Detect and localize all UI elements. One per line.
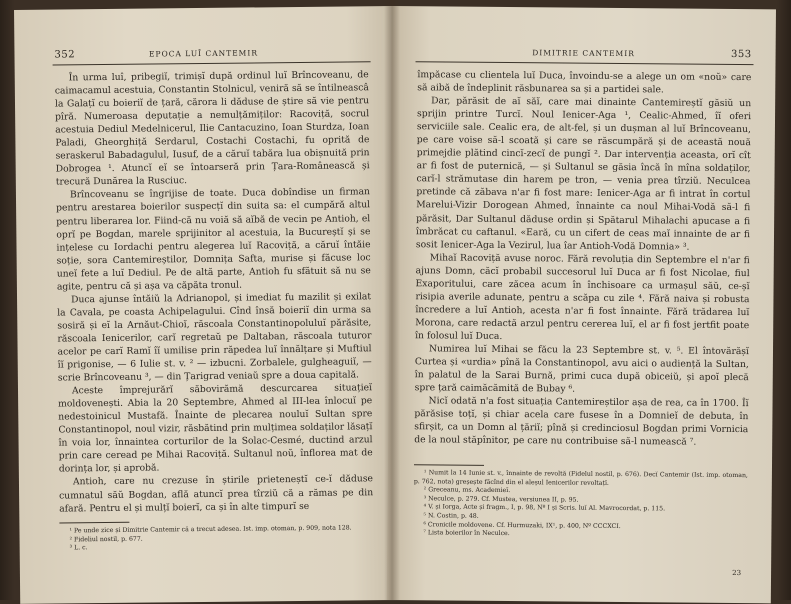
right-paragraph: Nicĭ odată n'a fost situația Cantemireștilor așa de rea, ca în 1700. Îĭ părăsise toțĭ, și chiar acela care fusese în a Domnieĭ de debuta, în sfirșit, ca un Domn al țăriĭ; pînă și credinciosul Bogdan primi Vornicia de la noul stăpînitor, pe care nu contribuise să-l numească ⁷. [414,395,749,448]
footnote: ² Greceanu, ms. Academieĭ. [423,486,511,495]
left-running-title: EPOCA LUÎ CANTEMIR [148,48,258,59]
left-paragraph: Aceste împrejurărĭ săbovirămă descurcarea situațieĭ moldovenești. Abia la 20 Septembre, Ahmed al III-lea înlocuĭ pe nedestoinicul Mustafă. Înainte de plecarea nouluĭ Sultan spre Constantinopol, noul vizir, răsbătind prin mulțimea soldaților lăsațĭ în voia lor, înnaintea corturilor de la Solac-Cesmé, ductind arzul prin care ceread pe Mihai Racoviță. Sultanul noŭ, înflorea mat de dorința lor, și aprobă. [58,382,373,475]
right-paragraph: Dar, părăsit de aĭ săĭ, care mai dinainte Cantemireștĭ găsiŭ un sprijin printre Turcĭ. Noul Ienicer-Aga ¹, Cealic-Ahmed, îĭ oferi serviciile sale. Cealic era, de alt-fel, și un dușman al luĭ Brîncoveanu, pe care voise să-l scoată și care se răscumpără și de această nouă primejdie plătind cincĭ-zecĭ de pungĭ ². Dar intervenția aceasta, orĭ cît ar fi fost de puternică, — și Sultanul se găsia încă în mîna soldaților, carĭ-l strămutase din harem pe tron, — venia prea tîrziŭ. Neculcea pretinde că zăbava n'ar fi fost mare: Ienicer-Aga ar fi intrat în cortul Marelui-Vizir Dorogean Ahmed, înnainte ca noul Mihai-Vodă să-l fi părăsit, Dar Sultanul dăduse ordin și Spătarul Mihalachi apucase a fi îmbrăcat cu caftanul. «Eară, cu un cifert de ceas maĭ innainte de ar fi sosit Ienicer-Aga la Vezirul, lua îar Antioh-Vodă Domnia» ³. [415,95,752,253]
left-page [14,6,398,604]
right-page-number: 353 [730,48,752,61]
footnote: ² Fideliul nostil, p. 677. [69,535,143,543]
footnote: ³ L. c. [69,544,88,552]
footnote: ⁵ N. Costin, p. 48. [423,512,479,520]
book-gutter [384,0,400,600]
signature-mark: 23 [732,568,742,578]
right-footnote-rule [414,464,484,466]
left-paragraph: În urma luî, pribegiĭ, trimișĭ după ordinul luĭ Brîncoveanu, de caimacamul acestuia, Constantin Stolnicul, veniră să se întilneascâ la Galațĭ cu boieriĭ de țară, cărora li dăduse de știre să vie pentru pîră. Numeroasa deputație a nemulțămițilorː Racoviță, socrul acestuia Dediul Medelnicerul, Ilie Cantacuzino, Ioan Sturdza, Ioan Paladi, Gheorghiță Serdarul, Costachi Costachi, fu oprită de seraskerul Babadagulul, Iusuf, de a căruĭ tabăra lua obișnuită prin Dobrogea ¹. Atuncĭ eĭ se întoarseră prin Țara-Românească și trecură Dunărea la Rusciuc. [54,69,370,188]
right-body-text [414,68,751,449]
footnote: ⁴ V. și Iorga, Acte și fragm., I, p. 98, Nº I și Scris. luĭ Al. Mavrocordat, p. 115. [423,503,666,513]
left-paragraph: Brîncoveanu se îngrijise de toate. Duca dobîndise un firman pentru arestarea boierilor suspecțĭ din suita sa: el cumpără altul pentru liberarea lor. Fiind-că nu voiă să aĭbă de vecin pe Antioh, el oprĭ pe Bogdan, marele sprijinitor al acestuia, la Bucureștĭ și se ințelese cu Iordachi pentru alegerea luĭ Racoviță, a căruĭ întăie soție, sora Cantemireștilor, Domnița Safta, murise și făcuse loc uneĭ fete a luĭ Dediul. Pe de altă parte, Antioh fu sfătuit să nu se agite, pentru că și așa va căpăta tronul. [56,186,371,293]
footnote: ³ Neculce, p. 279. Cf. Mustea, versiunea II, p. 95. [423,495,579,504]
left-footnotes [59,524,373,553]
right-paragraph: Numirea luĭ Mihai se făcu la 23 Septembre st. v. ⁵. El întovărășĭ Curtea și «urdia» pînă la Constantinopol, avu aici o audiență la Sultan, în palatul de la Sarai Burnă, primi cuca după obiceiŭ, și apoĭ plecă spre țară caimăcămită de Bubay ⁶. [414,343,750,395]
footnote: ⁷ Lista boierilor în Neculce. [423,529,510,538]
right-paragraph: Mihaĭ Racoviță avuse noroc. Fără revoluția din Septembre el n'ar fi ajuns Domn, căcĭ probabil succesorul luĭ Duca ar fi fost Nicolae, fiul Exaporitului, care zăcea acum în închisoare ca urmașul săŭ, ce-șĭ risipia averile adunate, pentru a scăpa cu zile ⁴. Fără naiva și robusta încredere a luĭ Antioh, acesta n'ar fi fost înnainte. Fără trădarea luĭ Morona, care redactă arzul pentru cererea luĭ, el ar fi fost jertfit poate în folosul luĭ Duca. [415,251,750,342]
left-footnote-rule [59,522,129,524]
footnote: ⁶ Cronicile moldovene. Cf. Hurmuzaki, IX¹, p. 400, Nº CCCXCI. [423,520,621,530]
footnote: ¹ Numit la 14 Iunie st. v., înnainte de revoltă (Fidelul nostil, p. 676). Decĭ Cantemir (Ist. imp. otoman, p. 762, nota) greșește făcînd din el aleșul Ienicerilor revoltațĭ. [413,469,748,487]
footnote: ¹ Pe unde zice și Dimitrie Cantemir că a trecut adesea. Ist. imp. otoman, p. 909, nota 128. [69,524,352,535]
left-page-number: 352 [54,49,76,61]
left-body-text [55,68,374,515]
right-footnotes [413,469,748,541]
right-page [387,6,776,603]
right-paragraph: împăcase cu clientela luĭ Duca, învoindu-se a alege un om «noŭ» care să aibă de îndeplinit răsbunarea sa și a partidei sale. [417,69,752,96]
right-running-title: DIMITRIE CANTEMIR [532,48,635,59]
left-paragraph: Antioh, care nu crezuse în știrile prieteneștĭ ce-ĭ dăduse cumnatul săŭ Bogdan, află atuncĭ prea tîrziŭ că a rămas pe din afară. Pentru el și mulțĭ boierĭ, ca și în alte timpurĭ se [59,473,374,515]
left-paragraph: Duca ajunse întăiŭ la Adrianopol, și imediat fu mazilit și exilat la Cavala, pe coasta Achipelagului. Cînd însă boieriĭ din urma sa sosiră și eĭ la Arnăut-Chioĭ, răscoala Constantinopoluluĭ părăsite, răscoala Ienicerilor, carĭ regretaŭ pe Daltaban, răscoala tuturor acelor pe carĭ Ramĭ îĭ umilise prin răpedea luĭ înnălțare și Muftiul îĭ prigonise, — 6 Iulie st. v. ² — izbucni. Zorbalele, gulgheaguiĭ, — scrie Brîncoveanu ³, — din Țarigrad veniaŭ spre a doua capitală. [57,291,372,384]
